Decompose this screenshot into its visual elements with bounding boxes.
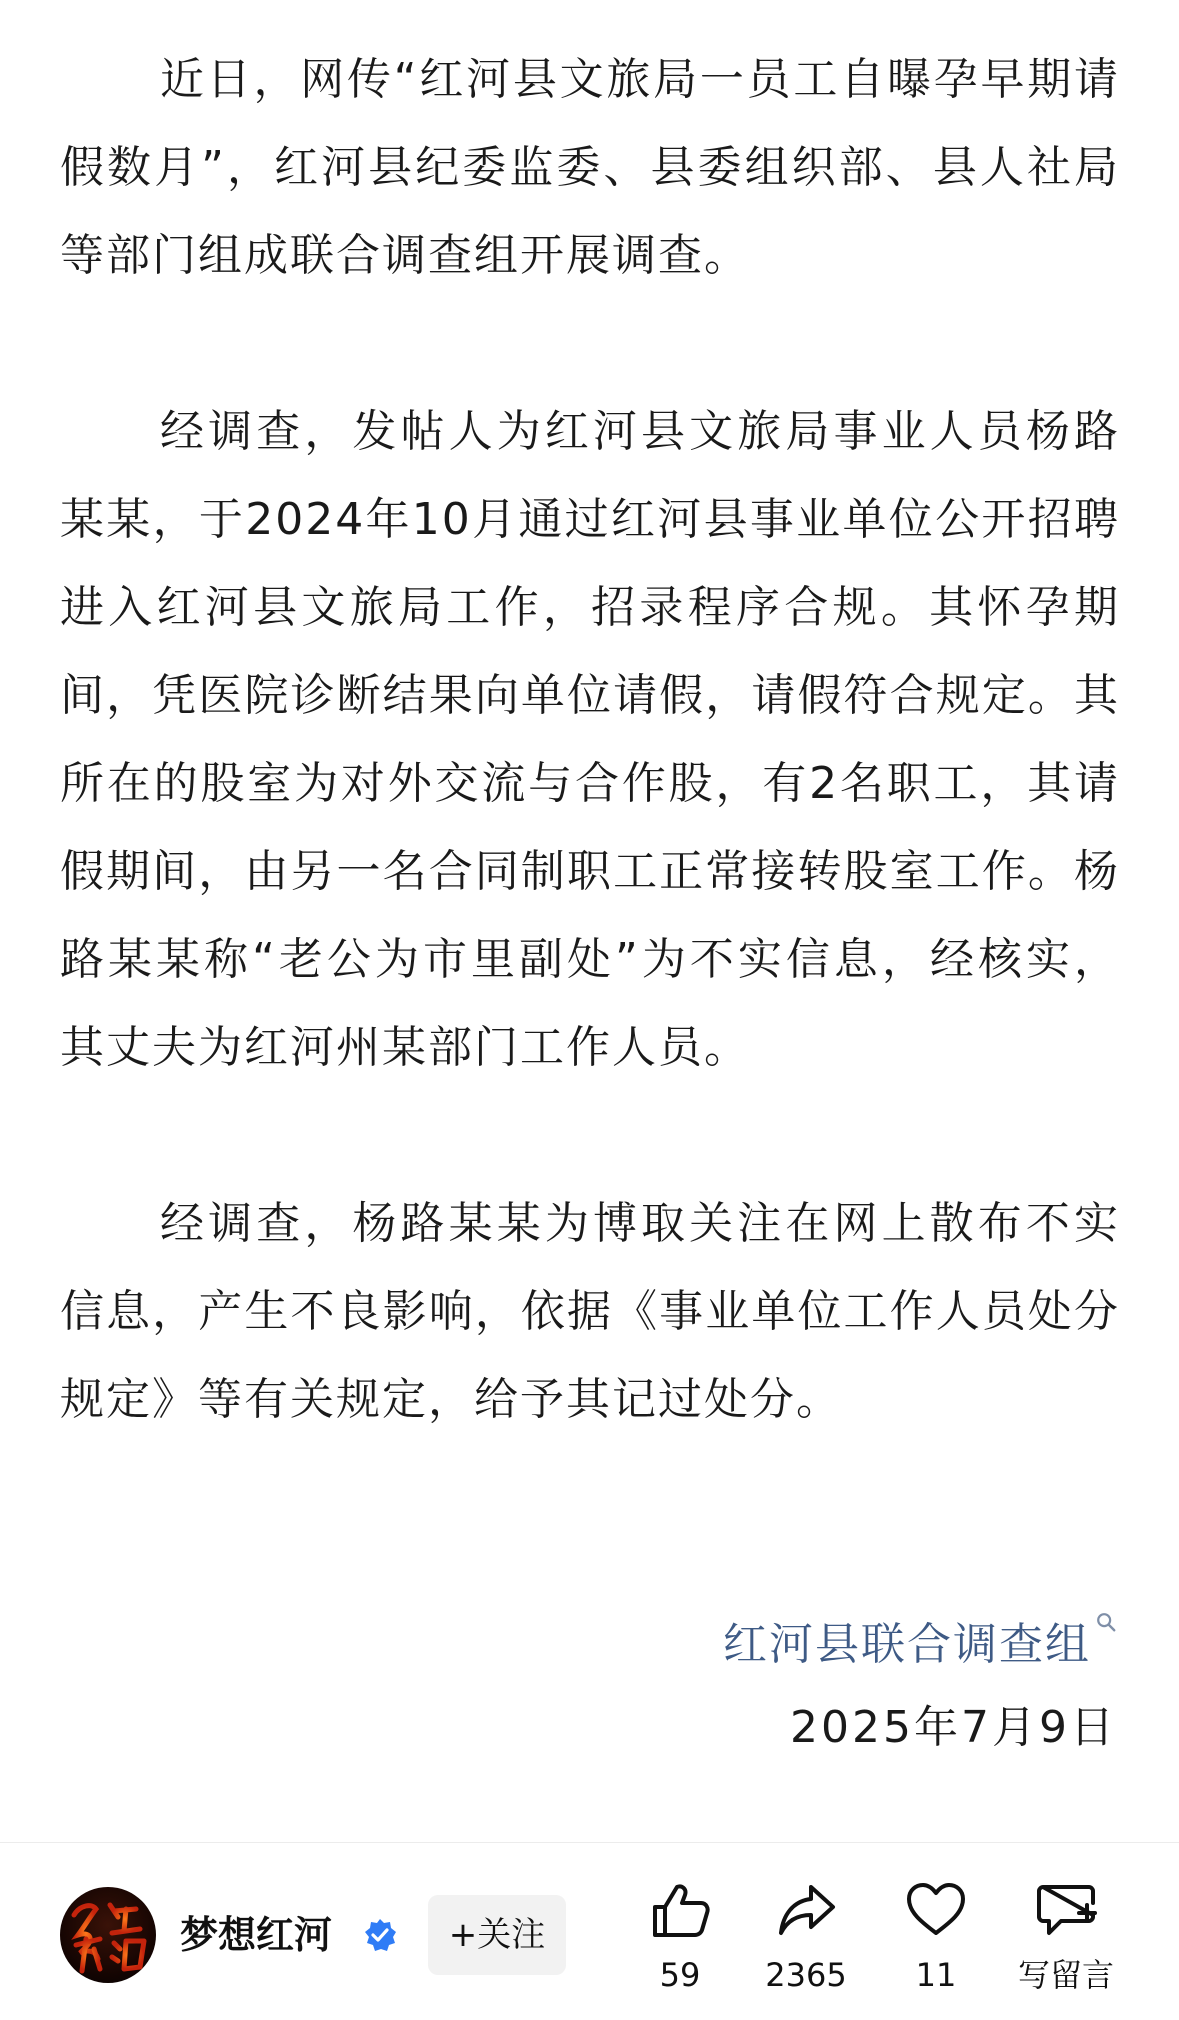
avatar[interactable] bbox=[60, 1887, 156, 1983]
verified-badge-icon bbox=[362, 1917, 398, 1953]
author-name[interactable]: 梦想红河 bbox=[180, 1913, 333, 1957]
thumbs-up-icon bbox=[649, 1881, 711, 1939]
share-icon bbox=[775, 1881, 837, 1939]
favorite-button[interactable] bbox=[866, 1881, 1006, 2020]
search-icon[interactable] bbox=[1095, 1611, 1117, 1633]
signature[interactable] bbox=[723, 1600, 1117, 1680]
article-paragraph: 经调查，杨路某某为博取关注在网上散布不实信息，产生不良影响，依据《事业单位工作人员处分规定》等有关规定，给予其记过处分。 bbox=[60, 1198, 1120, 1425]
heart-icon bbox=[905, 1881, 967, 1939]
follow-button[interactable]: +关注 bbox=[428, 1895, 566, 1975]
article-paragraph: 经调查，发帖人为红河县文旅局事业人员杨路某某，于2024年10月通过红河县事业单位公开招聘进入红河县文旅局工作，招录程序合规。其怀孕期间，凭医院诊断结果向单位请假，请假符合规定。其所在的股室为对外交流与合作股，有2名职工，其请假期间，由另一名合同制职工正常接转股室工作。杨路某某称“老公为市里副处”为不实信息，经核实，其丈夫为红河州某部门工作人员。 bbox=[60, 406, 1120, 1073]
share-count: 2365 bbox=[765, 1956, 847, 1994]
signature-org-link[interactable]: 红河县联合调查组 bbox=[723, 1619, 1091, 1670]
like-count: 59 bbox=[659, 1956, 701, 1994]
avatar-logo-icon bbox=[60, 1887, 156, 1983]
comment-label: 写留言 bbox=[1017, 1956, 1114, 1994]
publish-date: 2025年7月9日 bbox=[790, 1702, 1117, 1753]
article-body bbox=[60, 36, 1120, 1444]
share-button[interactable] bbox=[736, 1881, 876, 2020]
write-comment-button[interactable] bbox=[996, 1881, 1136, 2020]
bottom-action-bar bbox=[0, 1842, 1179, 2020]
article-paragraph: 近日，网传“红河县文旅局一员工自曝孕早期请假数月”，红河县纪委监委、县委组织部、县人社局等部门组成联合调查组开展调查。 bbox=[60, 54, 1120, 281]
comment-icon bbox=[1035, 1881, 1097, 1939]
like-button[interactable] bbox=[610, 1881, 750, 2020]
favorite-count: 11 bbox=[915, 1956, 957, 1994]
